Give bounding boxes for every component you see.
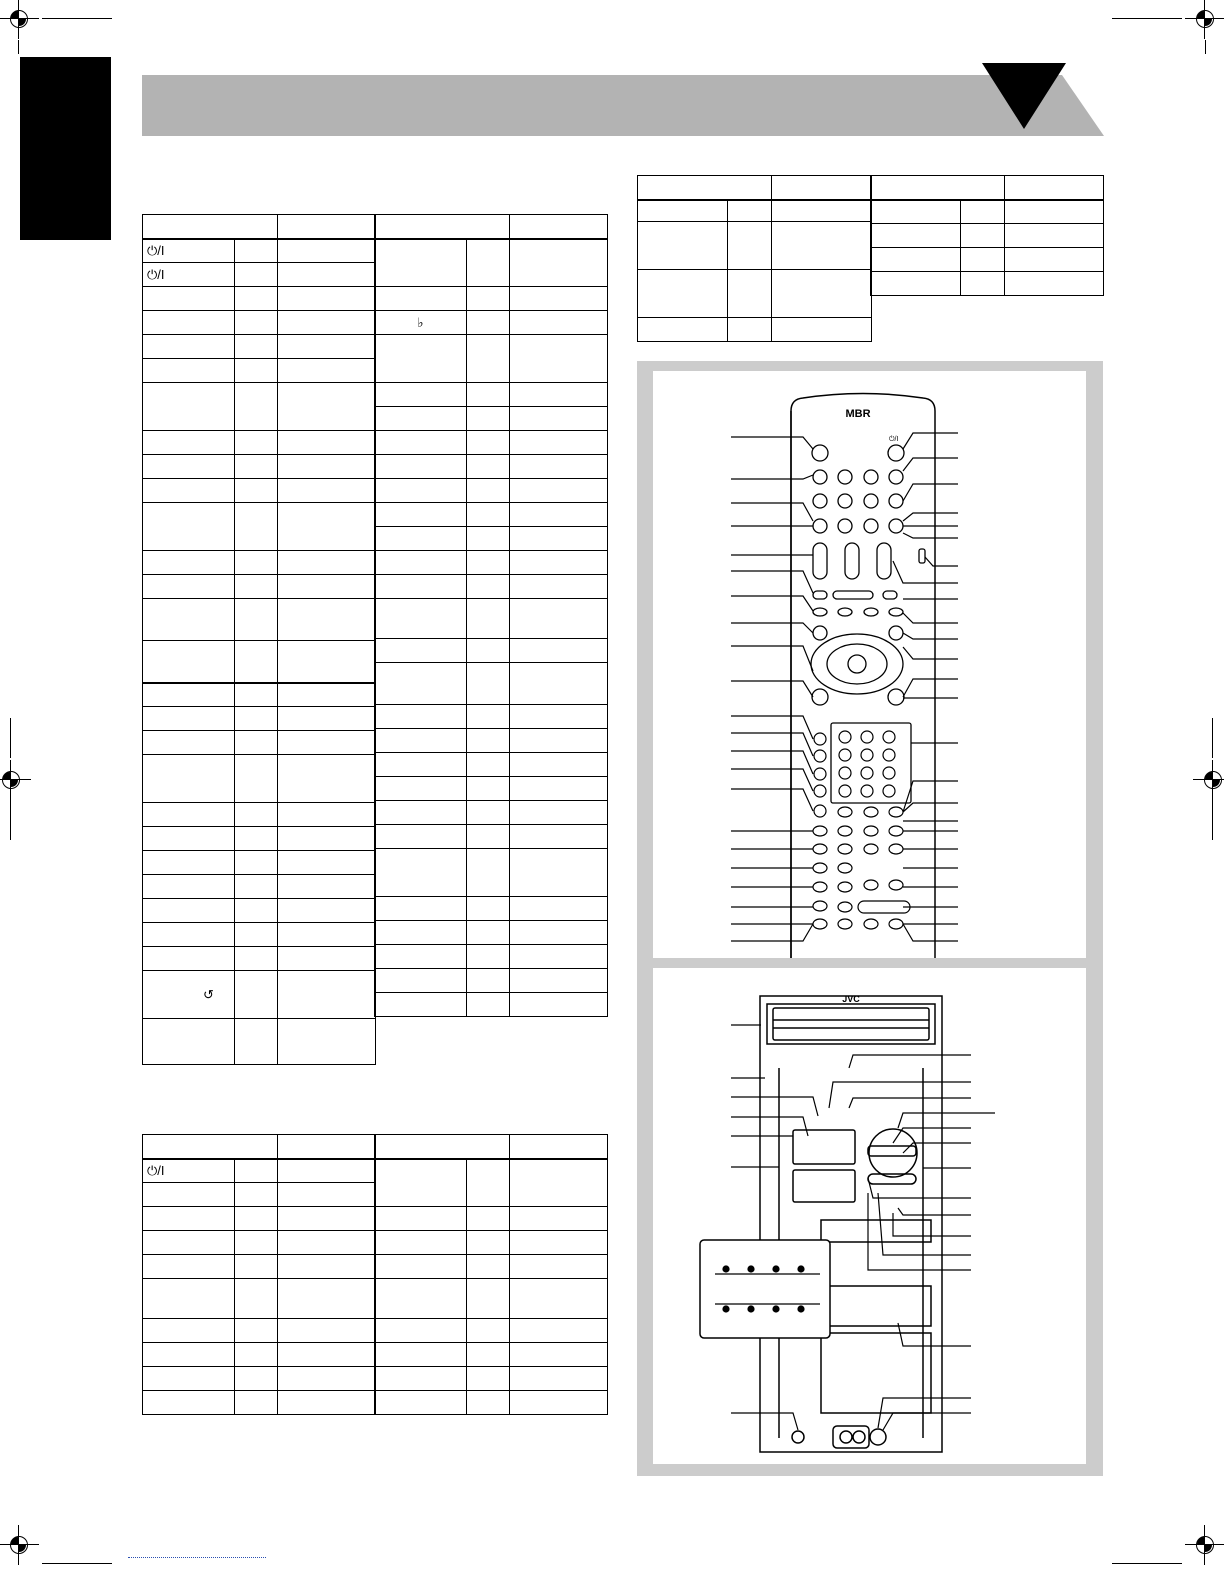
table-right-half <box>374 214 608 1017</box>
continued-triangle-icon <box>982 63 1066 129</box>
crop-line <box>1112 1563 1182 1564</box>
power-icon: ⏻/I <box>147 242 165 258</box>
crop-line <box>1212 800 1213 840</box>
main-unit-diagram <box>653 968 1086 1464</box>
power-icon: ⏻/I <box>147 1162 165 1178</box>
section-header-banner-slope <box>1062 75 1104 136</box>
table2-right-half <box>374 1134 608 1415</box>
repeat-icon: ↺ <box>203 986 214 1002</box>
registration-mark-middle-left <box>0 760 31 800</box>
crop-line <box>1205 40 1206 54</box>
remote-control-diagram <box>653 371 1086 958</box>
crop-line <box>1112 18 1182 19</box>
registration-mark-top-left <box>0 0 39 39</box>
registration-mark-bottom-left <box>0 1525 39 1565</box>
crop-line <box>18 40 19 54</box>
flat-symbol: ♭ <box>417 314 424 330</box>
upper-right-table-left <box>637 175 872 342</box>
footer-dotted-line <box>128 1557 266 1559</box>
crop-line <box>42 18 112 19</box>
crop-line <box>1212 718 1213 758</box>
registration-mark-top-right <box>1185 0 1224 39</box>
crop-line <box>42 1563 112 1564</box>
unit-logo: JVC <box>842 994 860 1004</box>
upper-right-table-right <box>870 175 1104 296</box>
crop-line <box>10 718 11 758</box>
registration-mark-middle-right <box>1193 760 1224 800</box>
table-left-half <box>142 214 376 1065</box>
power-icon: ⏻/I <box>147 266 165 282</box>
table2-left-half <box>142 1134 376 1415</box>
section-header-banner <box>142 75 1062 136</box>
remote-power-label: ⏻/I <box>889 436 899 443</box>
language-side-tab <box>20 57 111 240</box>
registration-mark-bottom-right <box>1185 1525 1224 1565</box>
remote-logo: MBR <box>845 408 871 420</box>
crop-line <box>10 800 11 840</box>
